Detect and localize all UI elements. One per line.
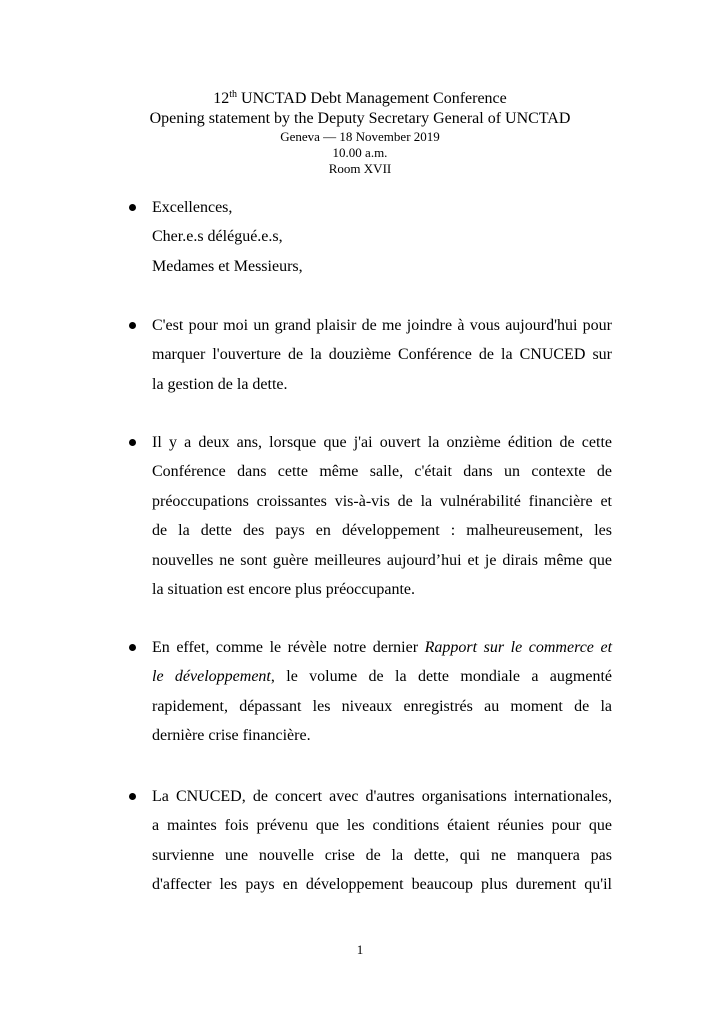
line-text: , le volume de la dette mondiale a augmenté [270,668,612,686]
paragraph-line [152,633,612,662]
salutation-paragraph [152,193,612,281]
bullet-dot [129,439,136,446]
paragraph-line: survienne une nouvelle crise de la dette, qui ne manquera pas [152,846,612,864]
bullet-dot [129,793,136,800]
paragraph-line: de la dette des pays en développement : malheureusement, les [152,522,612,540]
title-ordinal-suffix: th [229,89,238,100]
paragraph-line [152,662,612,691]
document-header [0,88,720,177]
title-number: 12 [213,90,230,107]
page-number: 1 [356,942,364,957]
paragraph-line: Cher.e.s délégué.e.s, [152,228,283,246]
paragraph-line: marquer l'ouverture de la douzième Conférence de la CNUCED sur [152,346,612,364]
place-date: Geneva — 18 November 2019 [280,129,440,144]
paragraph-line: Excellences, [152,199,233,216]
bullet-dot [129,204,136,211]
title-text: UNCTAD Debt Management Conference [237,90,507,107]
conference-title [0,88,720,109]
context-paragraph [152,428,612,604]
paragraph-line: dernière crise financière. [152,727,311,745]
time: 10.00 a.m. [332,145,388,160]
paragraph-line: La CNUCED, de concert avec d'autres organisations internationales, [152,788,612,805]
report-paragraph [152,633,612,751]
paragraph-line: la situation est encore plus préoccupante. [152,581,416,599]
paragraph-line: rapidement, dépassant les niveaux enregistrés au moment de la [152,697,612,715]
room: Room XVII [328,161,392,176]
bullet-dot [129,644,136,651]
paragraph-line: C'est pour moi un grand plaisir de me joindre à vous aujourd'hui pour [152,317,612,334]
paragraph-line: d'affecter les pays en développement beaucoup plus durement qu'il [152,876,612,894]
paragraph-line: a maintes fois prévenu que les conditions étaient réunies pour que [152,817,612,835]
paragraph-line: Il y a deux ans, lorsque que j'ai ouvert la onzième édition de cette [152,434,612,451]
line-text: En effet, comme le révèle notre dernier [152,639,425,656]
paragraph-line: Conférence dans cette même salle, c'était dans un contexte de [152,463,612,481]
bullet-dot [129,322,136,329]
opening-paragraph [152,311,612,399]
report-title-italic: le développement [152,668,271,686]
paragraph-line: la gestion de la dette. [152,375,288,393]
paragraph-line: préoccupations croissantes vis-à-vis de la vulnérabilité financière et [152,492,612,510]
report-title-italic: Rapport sur le commerce et [424,639,613,656]
paragraph-line: nouvelles ne sont guère meilleures aujourd’hui et je dirais même que [152,551,612,569]
warning-paragraph [152,782,612,900]
statement-subtitle: Opening statement by the Deputy Secretary General of UNCTAD [149,110,571,127]
paragraph-line: Medames et Messieurs, [152,257,303,275]
